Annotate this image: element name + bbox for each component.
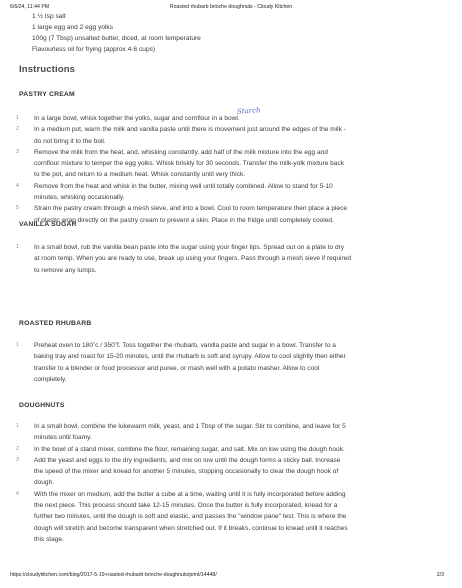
- step-number: 1: [16, 244, 19, 250]
- step-text: baking tray and roast for 15-20 minutes, until the rhubarb is soft and syrupy. Allow to cool slightly then either: [34, 353, 346, 361]
- step-text: further two minutes, until the dough is soft and elastic, and passes the "window pane" test. This is where the: [34, 513, 347, 521]
- section-title: ROASTED RHUBARB: [19, 320, 92, 327]
- step-line: [16, 363, 423, 374]
- step-text: cornflour mixture to temper the egg yolks. Whisk briskly for 30 seconds. Transfer the milk-yolk mixture back: [34, 160, 344, 168]
- step-number: 1: [16, 423, 19, 429]
- pastry-cream-steps: [16, 113, 423, 226]
- step-line: [16, 113, 423, 124]
- step-text: of plastic wrap directly on the pastry cream to prevent a skin. Place in the fridge until completely cooled.: [34, 216, 334, 224]
- step-text: dough.: [34, 479, 55, 487]
- step-line: [16, 523, 423, 534]
- step-line: [16, 265, 423, 276]
- section-vanilla-sugar: [19, 221, 439, 228]
- step-text: Add the yeast and eggs to the dry ingredients, and mix on low until the dough forms a sticky ball. Increase: [34, 456, 341, 464]
- step-text: Strain the pastry cream through a mesh sieve, and into a bowl. Cool to room temperature then place a piece: [34, 205, 347, 213]
- step-line: [16, 466, 423, 477]
- step-line: [16, 489, 423, 500]
- print-page-title: Roasted rhubarb brioche doughnuts - Cloudy Kitchen: [169, 4, 293, 10]
- handwritten-annotation: Starch: [236, 106, 261, 116]
- step-text: minutes until foamy.: [34, 434, 92, 442]
- step-number: 2: [16, 445, 19, 452]
- section-title: VANILLA SUGAR: [19, 221, 77, 228]
- ingredients-list: [32, 11, 442, 55]
- step-line: [16, 374, 423, 385]
- step-line: [16, 203, 423, 214]
- step-text: dough will stretch and become transparent when stretched out. If it breaks, continue to knead until it reaches: [34, 524, 348, 532]
- step-text: the speed of the mixer and knead for another 5 minutes, stopping occasionally to clear the dough hook of: [34, 468, 339, 476]
- step-number: 1: [16, 342, 19, 348]
- step-line: [16, 477, 423, 488]
- step-line: [16, 500, 423, 511]
- step-line: [16, 242, 423, 253]
- step-text: do not bring it to the boil.: [34, 137, 106, 145]
- step-number: 4: [16, 182, 19, 189]
- vanilla-sugar-steps: [16, 242, 423, 276]
- print-footer: [10, 572, 452, 582]
- step-number: 2: [16, 126, 19, 133]
- section-roasted-rhubarb: [19, 320, 439, 327]
- step-number: 5: [16, 205, 19, 212]
- step-text: transfer to a blender or food processor and puree, or mash well with a potato masher. Allow to cool: [34, 364, 320, 372]
- step-line: [16, 340, 423, 351]
- step-line: [16, 534, 423, 545]
- section-title: PASTRY CREAM: [19, 91, 75, 98]
- step-text: at room temp. When you are ready to use, break up using your fingers. Pass through a mesh sieve if required: [34, 255, 351, 263]
- step-line: [16, 444, 423, 455]
- step-number: 1: [16, 115, 19, 121]
- step-text: In a medium pot, warm the milk and vanilla paste until there is movement just around the edges of the milk -: [34, 126, 346, 134]
- step-text: minutes, whisking occasionally.: [34, 194, 125, 202]
- ingredient-item: 1 large egg and 2 egg yolks: [32, 24, 114, 31]
- step-text: In a small bowl, combine the lukewarm milk, yeast, and 1 Tbsp of the sugar. Stir to combine, and leave for 5: [34, 423, 346, 430]
- step-text: the next piece. This process should take 12-15 minutes. Once the butter is fully incorporated, knead for a: [34, 502, 338, 510]
- step-number: 3: [16, 456, 19, 463]
- step-number: 3: [16, 148, 19, 155]
- step-line: [16, 432, 423, 443]
- step-line: [16, 181, 423, 192]
- step-text: to remove any lumps.: [34, 266, 97, 274]
- print-url: https://cloudykitchen.com/blog/2017-5-19-roasted-rhubarb-brioche-doughnuts/print/14448/: [10, 572, 217, 578]
- section-pastry-cream: [19, 91, 439, 98]
- step-text: In a small bowl, rub the vanilla bean paste into the sugar using your finger tips. Spread out on a plate to dry: [34, 244, 345, 251]
- step-line: [16, 192, 423, 203]
- step-line: [16, 511, 423, 522]
- ingredient-item: 100g (7 Tbsp) unsalted butter, diced, at room temperature: [32, 35, 201, 42]
- step-text: to the pot, and return to a medium heat. Whisk constantly until very thick.: [34, 171, 246, 179]
- ingredient-item: 1 ½ tsp salt: [32, 13, 66, 20]
- step-line: [16, 253, 423, 264]
- instructions-heading: Instructions: [19, 64, 76, 75]
- step-text: With the mixer on medium, add the butter a cube at a time, waiting until it is fully incorporated before adding: [34, 490, 346, 498]
- step-number: 4: [16, 490, 19, 497]
- section-title: DOUGHNUTS: [19, 402, 65, 409]
- step-line: [16, 351, 423, 362]
- step-line: [16, 124, 423, 135]
- step-text: completely.: [34, 375, 67, 383]
- step-line: [16, 455, 423, 466]
- step-text: Remove from the heat and whisk in the butter, mixing well until totally combined. Allow to stand for 5-10: [34, 182, 333, 190]
- doughnuts-steps: [16, 421, 423, 545]
- ingredient-item: Flavourless oil for frying (approx 4-6 cups): [32, 46, 156, 53]
- step-line: [16, 147, 423, 158]
- step-text: Preheat oven to 180˚c / 350˚f. Toss together the rhubarb, vanilla paste and sugar in a bowl. Transfer to a: [34, 342, 336, 349]
- step-line: [16, 169, 423, 180]
- step-line: [16, 158, 423, 169]
- step-line: [16, 421, 423, 432]
- step-text: In a large bowl, whisk together the yolks, sugar and cornflour in a bowl.: [34, 115, 240, 122]
- section-doughnuts: [19, 402, 439, 409]
- page-number: 2/3: [436, 572, 444, 578]
- step-text: this stage.: [34, 535, 64, 543]
- step-text: In the bowl of a stand mixer, combine the flour, remaining sugar, and salt. Mix on low using the dough hook.: [34, 445, 345, 453]
- step-text: Remove the milk from the heat, and, whisking constantly, add half of the milk mixture into the egg and: [34, 148, 328, 156]
- roasted-rhubarb-steps: [16, 340, 423, 385]
- step-line: [16, 136, 423, 147]
- print-date: 6/6/24, 11:44 PM: [10, 4, 50, 10]
